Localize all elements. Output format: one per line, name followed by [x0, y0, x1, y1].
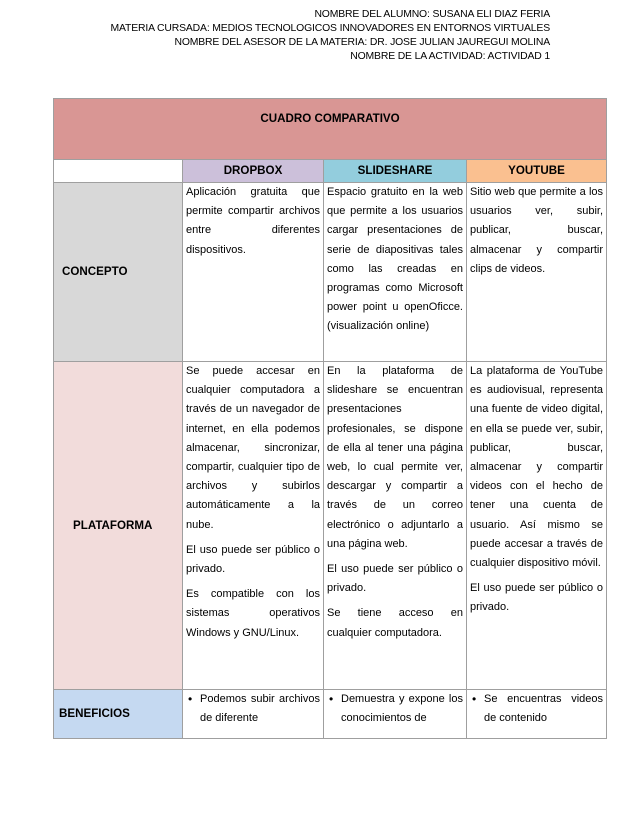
corner-cell [54, 160, 183, 183]
paragraph: Es compatible con los sistemas operativos Windows y GNU/Linux. [186, 588, 320, 639]
advisor-line: NOMBRE DEL ASESOR DE LA MATERIA: DR. JOSE JULIAN JAUREGUI MOLINA [174, 37, 550, 48]
activity-line: NOMBRE DE LA ACTIVIDAD: ACTIVIDAD 1 [350, 51, 550, 62]
cell-concepto-slideshare: Espacio gratuito en la web que permite a los usuarios cargar presentaciones de serie de diapositivas tales como las creadas en programas como Microsoft power point u openOficce.(visualización online) [324, 183, 467, 362]
paragraph: El uso puede ser público o privado. [186, 543, 320, 576]
document-header [80, 8, 550, 64]
list-item: • Se encuentras videos de contenido [470, 690, 603, 728]
table-row-plataforma [54, 362, 607, 690]
cell-beneficios-slideshare [324, 690, 467, 739]
list-item: • Podemos subir archivos de diferente [186, 690, 320, 728]
table-row-concepto [54, 183, 607, 362]
paragraph: Se tiene acceso en cualquier computadora. [327, 607, 463, 639]
column-header-slideshare: SLIDESHARE [324, 160, 467, 183]
cell-beneficios-youtube [467, 690, 607, 739]
course-line: MATERIA CURSADA: MEDIOS TECNOLOGICOS INNOVADORES EN ENTORNOS VIRTUALES [110, 23, 550, 34]
comparison-table [53, 98, 607, 739]
row-header-beneficios [54, 690, 183, 739]
column-header-dropbox: DROPBOX [183, 160, 324, 183]
paragraph: La plataforma de YouTube es audiovisual, representa una fuente de video digital, en ella se puede ver, subir, publicar, buscar, almacenar y compartir videos con el hecho de tener una cuenta de usuario. Así mismo se puede accesar a través de cualquier dispositivo móvil. [470, 365, 604, 570]
cell-plataforma-slideshare [324, 362, 467, 690]
column-header-youtube: YOUTUBE [467, 160, 607, 183]
table-title-row [54, 99, 607, 160]
paragraph: El uso puede ser público o privado. [470, 582, 604, 614]
cell-beneficios-dropbox [183, 690, 324, 739]
row-header-concepto [54, 183, 183, 362]
paragraph: Se puede accesar en cualquier computadora a través de un navegador de internet, en ella podemos almacenar, sincronizar, compartir, cualquier tipo de archivos y subirlos automáticamente a la nube. [186, 365, 320, 531]
cell-plataforma-youtube [467, 362, 607, 690]
paragraph: En la plataforma de slideshare se encuentran presentaciones profesionales, se dispone de ella al tener una página web, lo cual permite ver, descargar y compartir a través de un correo electrónico o adjuntarlo a una página web. [327, 365, 463, 550]
table-row-beneficios [54, 690, 607, 739]
cell-plataforma-dropbox [183, 362, 324, 690]
column-header-row [54, 160, 607, 183]
student-name-line: NOMBRE DEL ALUMNO: SUSANA ELI DIAZ FERIA [314, 9, 550, 20]
table-title: CUADRO COMPARATIVO [54, 99, 607, 160]
row-label: CONCEPTO [62, 265, 128, 279]
cell-concepto-dropbox: Aplicación gratuita que permite compartir archivos entre diferentes dispositivos. [183, 183, 324, 362]
row-header-plataforma [54, 362, 183, 690]
row-label: PLATAFORMA [73, 518, 153, 532]
paragraph: El uso puede ser público o privado. [327, 563, 463, 595]
cell-concepto-youtube: Sitio web que permite a los usuarios ver, subir, publicar, buscar, almacenar y compartir clips de videos. [467, 183, 607, 362]
row-label: BENEFICIOS [59, 707, 130, 721]
list-item: • Demuestra y expone los conocimientos de [327, 690, 463, 728]
